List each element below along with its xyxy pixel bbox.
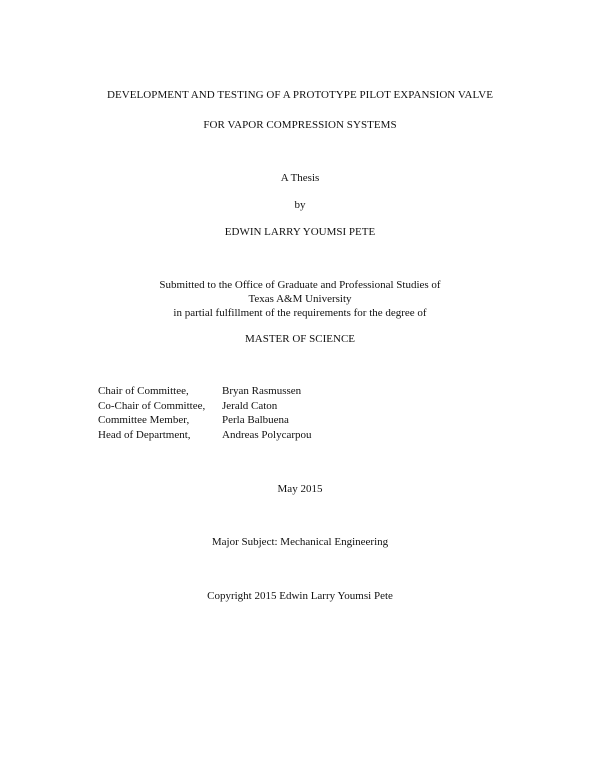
committee-role: Committee Member, <box>98 414 190 426</box>
committee-row <box>98 413 312 428</box>
committee-member-name: Bryan Rasmussen <box>222 385 302 397</box>
by-label: by <box>294 199 306 211</box>
committee-row <box>98 384 312 399</box>
committee-member-name: Andreas Polycarpou <box>222 428 312 441</box>
submission-line-2: Texas A&M University <box>248 293 352 305</box>
document-type: A Thesis <box>280 172 320 184</box>
committee-role: Chair of Committee, <box>98 385 189 397</box>
committee-member-name: Jerald Caton <box>222 399 278 412</box>
submission-line-1: Submitted to the Office of Graduate and Professional Studies of <box>159 279 441 291</box>
degree-name: MASTER OF SCIENCE <box>244 333 356 345</box>
copyright-notice: Copyright 2015 Edwin Larry Youmsi Pete <box>207 590 393 602</box>
submission-line-3: in partial fulfillment of the requirements for the degree of <box>173 307 427 319</box>
thesis-title-line-1: DEVELOPMENT AND TESTING OF A PROTOTYPE PILOT EXPANSION VALVE <box>106 89 493 101</box>
submission-date: May 2015 <box>277 483 323 495</box>
committee-row <box>98 399 312 414</box>
committee-table <box>98 384 312 442</box>
committee-member-name: Perla Balbuena <box>222 414 289 426</box>
thesis-title-line-2: FOR VAPOR COMPRESSION SYSTEMS <box>203 119 397 131</box>
committee-role: Co-Chair of Committee, <box>98 399 206 412</box>
committee-role: Head of Department, <box>98 428 191 441</box>
committee-row <box>98 428 312 443</box>
author-name: EDWIN LARRY YOUMSI PETE <box>224 226 376 238</box>
major-subject: Major Subject: Mechanical Engineering <box>211 536 389 548</box>
